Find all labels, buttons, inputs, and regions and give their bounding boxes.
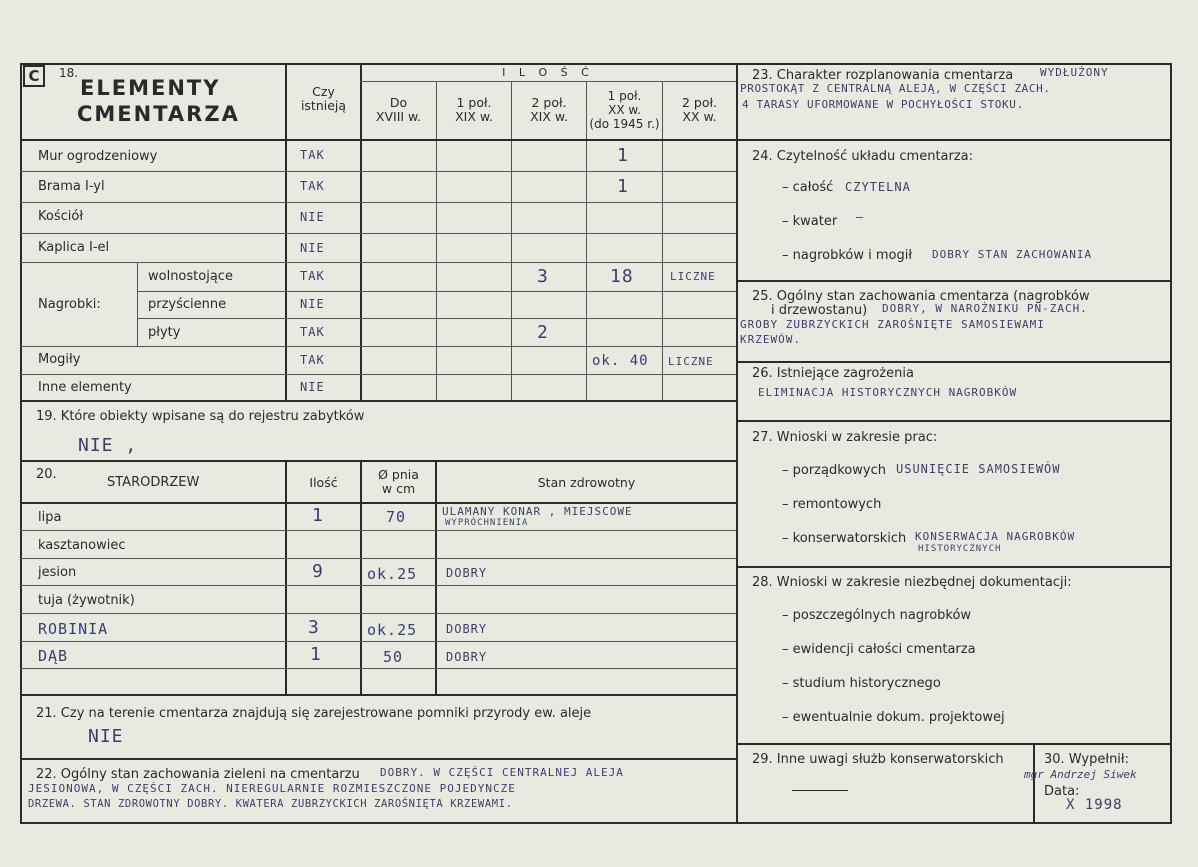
hand-count: LICZNE	[668, 355, 714, 368]
frame-top	[20, 63, 1172, 65]
s18-ilosc: I L O Ś Ć	[502, 66, 594, 79]
row-label: Mogiły	[38, 352, 81, 367]
s28-item: – studium historycznego	[782, 676, 941, 691]
tree-label: tuja (żywotnik)	[38, 593, 135, 608]
s18-bottom	[20, 400, 736, 402]
s18-row-line	[20, 374, 736, 375]
s18-vline-exists	[285, 63, 287, 401]
s20-row-line	[20, 558, 736, 559]
s18-col-5: 2 poł. XX w.	[681, 95, 718, 124]
s23-a1: WYDŁUŻONY	[1040, 66, 1109, 79]
s22-question: 22. Ogólny stan zachowania zieleni na cmentarzu	[36, 767, 360, 782]
s24-item: – kwater	[782, 214, 838, 229]
hand-exists: NIE	[300, 380, 325, 394]
s18-row-line	[20, 262, 736, 263]
s30-date-label: Data:	[1044, 784, 1080, 799]
s28-question: 28. Wnioski w zakresie niezbędnej dokumentacji:	[752, 575, 1072, 590]
s29-question: 29. Inne uwagi służb konserwatorskich	[752, 752, 1004, 767]
s27-bottom	[736, 566, 1172, 568]
s19-answer: NIE ,	[78, 435, 138, 456]
tree-diam: 50	[383, 648, 404, 666]
row-label: Brama I-yl	[38, 179, 105, 194]
s18-col-2: 1 poł. XIX w.	[455, 95, 493, 124]
tree-label: jesion	[38, 565, 77, 580]
tree-diam: ok.25	[367, 565, 418, 583]
tree-label-hand: ROBINIA	[38, 620, 109, 638]
s20-row-line	[20, 585, 736, 586]
hand-count: 2	[537, 322, 549, 343]
s30-date: X 1998	[1066, 797, 1123, 813]
s20-row-line	[20, 613, 736, 614]
s25-a3: KRZEWÓW.	[740, 333, 801, 346]
row-label: Inne elementy	[38, 380, 132, 395]
s20-number: 20.	[36, 467, 57, 482]
s20-vline	[285, 460, 287, 695]
s23-bottom	[736, 139, 1172, 141]
s21-answer: NIE	[88, 726, 124, 747]
s20-title: STARODRZEW	[107, 475, 200, 490]
s27-question: 27. Wnioski w zakresie prac:	[752, 430, 938, 445]
s24-bottom	[736, 280, 1172, 282]
s18-group-vline	[137, 262, 138, 346]
s28-bottom	[736, 743, 1172, 745]
s18-row-line	[20, 202, 736, 203]
s20-header-bottom	[20, 502, 736, 504]
tree-count: 1	[312, 505, 324, 526]
s24-item: – całość	[782, 180, 834, 195]
hand-count: LICZNE	[670, 270, 716, 283]
row-label: przyścienne	[148, 297, 227, 312]
hand-exists: TAK	[300, 325, 325, 339]
s29-s30-divider	[1033, 743, 1035, 824]
s20-col-diam: Ø pnia w cm	[378, 467, 419, 496]
s20-row-line	[20, 530, 736, 531]
box-letter: C	[23, 65, 45, 87]
s24-answer: —	[856, 210, 865, 224]
s21-bottom	[20, 758, 736, 760]
hand-exists: TAK	[300, 148, 325, 162]
s18-col-3: 2 poł. XIX w.	[530, 95, 568, 124]
row-label: Kaplica I-el	[38, 240, 110, 255]
tree-health: DOBRY	[446, 650, 488, 664]
s25-a2: GROBY ZUBRZYCKICH ZAROŚNIĘTE SAMOSIEWAMI	[740, 318, 1045, 331]
s18-vline-3	[511, 82, 512, 401]
s18-row-line	[20, 171, 736, 172]
s27-answer: KONSERWACJA NAGROBKÓW	[915, 530, 1076, 543]
s23-a3: 4 TARASY UFORMOWANE W POCHYŁOŚCI STOKU.	[742, 98, 1024, 111]
s24-answer: CZYTELNA	[845, 180, 911, 194]
row-label: płyty	[148, 325, 181, 340]
s18-header-bottom	[20, 139, 736, 141]
s25-bottom	[736, 361, 1172, 363]
s18-vline-5	[662, 82, 663, 401]
hand-exists: TAK	[300, 269, 325, 283]
tree-diam: ok.25	[367, 621, 418, 639]
frame-right	[1170, 63, 1172, 824]
s18-title-1: ELEMENTY	[80, 76, 221, 100]
group-label: Nagrobki:	[38, 297, 101, 312]
hand-count: ok. 40	[592, 353, 649, 369]
s18-col-exists: Czy istnieją	[300, 84, 347, 113]
hand-exists: NIE	[300, 210, 325, 224]
tree-count: 3	[308, 617, 320, 638]
s20-col-count: Ilość	[309, 475, 338, 490]
tree-diam: 70	[386, 508, 407, 526]
s18-number: 18.	[59, 66, 79, 80]
hand-count: 18	[610, 266, 634, 287]
s18-col-1: Do XVIII w.	[375, 95, 422, 124]
s28-item: – ewentualnie dokum. projektowej	[782, 710, 1005, 725]
hand-count: 1	[617, 176, 629, 197]
s28-item: – ewidencji całości cmentarza	[782, 642, 976, 657]
s18-row-line	[137, 318, 736, 319]
s20-vline	[435, 460, 437, 695]
tree-label-hand: DĄB	[38, 647, 69, 665]
s22-answer-3: DRZEWA. STAN ZDROWOTNY DOBRY. KWATERA ZUBRZYCKICH ZAROŚNIĘTA KRZEWAMI.	[28, 798, 513, 810]
hand-exists: TAK	[300, 353, 325, 367]
row-label: Mur ogrodzeniowy	[38, 149, 158, 164]
hand-count: 3	[537, 266, 549, 287]
s18-title-2: CMENTARZA	[77, 102, 240, 126]
s30-signature: mgr Andrzej Siwek	[1024, 768, 1137, 781]
s29-dash	[792, 790, 848, 791]
column-divider	[736, 63, 738, 824]
hand-exists: NIE	[300, 241, 325, 255]
s26-answer: ELIMINACJA HISTORYCZNYCH NAGROBKÓW	[758, 386, 1018, 399]
s18-col-4: 1 poł. XX w. (do 1945 r.)	[589, 89, 660, 131]
s27-item: – remontowych	[782, 497, 882, 512]
frame-left	[20, 63, 22, 824]
s25-q1: 25. Ogólny stan zachowania cmentarza (nagrobków	[752, 289, 1090, 304]
s18-row-line	[137, 291, 736, 292]
tree-health: ULAMANY KONAR , MIEJSCOWE	[442, 505, 633, 518]
tree-count: 1	[310, 644, 322, 665]
s19-bottom	[20, 460, 736, 462]
s24-question: 24. Czytelność układu cmentarza:	[752, 149, 974, 164]
s27-item: – konserwatorskich	[782, 531, 907, 546]
s20-row-line	[20, 668, 736, 669]
s27-answer: HISTORYCZNYCH	[918, 544, 1002, 554]
s22-answer-1: DOBRY. W CZĘŚCI CENTRALNEJ ALEJA	[380, 766, 624, 779]
s21-question: 21. Czy na terenie cmentarza znajdują się zarejestrowane pomniki przyrody ew. aleje	[36, 706, 592, 721]
s20-row-line	[20, 641, 736, 642]
frame-bottom	[20, 822, 1172, 824]
hand-count: 1	[617, 145, 629, 166]
tree-health: WYPRÓCHNIENIA	[445, 518, 529, 528]
tree-label: kasztanowiec	[38, 538, 126, 553]
tree-count: 9	[312, 561, 324, 582]
s25-a1: DOBRY, W NAROŻNIKU PN-ZACH.	[882, 302, 1088, 315]
s23-a2: PROSTOKĄT Z CENTRALNĄ ALEJĄ, W CZĘŚCI ZACH.	[740, 82, 1051, 95]
s23-question: 23. Charakter rozplanowania cmentarza	[752, 68, 1014, 83]
s26-bottom	[736, 420, 1172, 422]
s28-item: – poszczególnych nagrobków	[782, 608, 972, 623]
s20-col-health: Stan zdrowotny	[537, 475, 636, 490]
hand-exists: NIE	[300, 297, 325, 311]
row-label: Kościół	[38, 209, 84, 224]
s27-item: – porządkowych	[782, 463, 886, 478]
s18-row-line	[20, 233, 736, 234]
s18-vline-2	[436, 82, 437, 401]
s25-q2: i drzewostanu)	[771, 303, 868, 318]
s18-row-line	[20, 346, 736, 347]
tree-health: DOBRY	[446, 566, 488, 580]
s19-question: 19. Które obiekty wpisane są do rejestru zabytków	[36, 409, 365, 424]
s22-answer-2: JESIONOWA, W CZĘŚCI ZACH. NIEREGULARNIE ROZMIESZCZONE POJEDYNCZE	[28, 782, 516, 795]
s18-ilosc-line	[360, 81, 736, 82]
s24-item: – nagrobków i mogił	[782, 248, 913, 263]
tree-label: lipa	[38, 510, 62, 525]
s26-question: 26. Istniejące zagrożenia	[752, 366, 914, 381]
s24-answer: DOBRY STAN ZACHOWANIA	[932, 248, 1093, 261]
row-label: wolnostojące	[148, 269, 233, 284]
s20-bottom	[20, 694, 736, 696]
s27-answer: USUNIĘCIE SAMOSIEWÓW	[896, 462, 1061, 476]
tree-health: DOBRY	[446, 622, 488, 636]
hand-exists: TAK	[300, 179, 325, 193]
s30-question: 30. Wypełnił:	[1044, 752, 1129, 767]
